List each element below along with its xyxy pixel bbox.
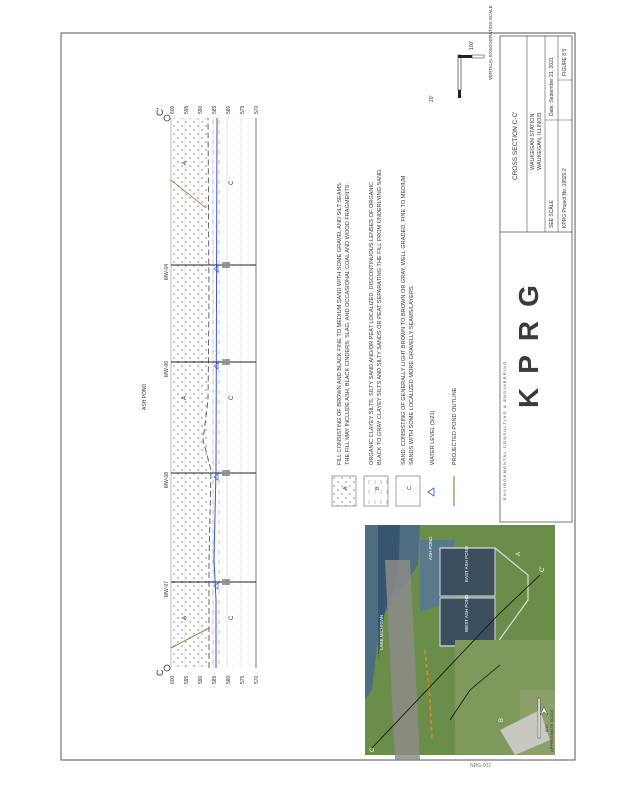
layer-symbol: C xyxy=(229,395,235,400)
elev-label: 570 xyxy=(254,675,260,684)
fill-layer xyxy=(171,118,209,668)
elev-label: 580 xyxy=(226,675,232,684)
elev-label: 570 xyxy=(254,105,260,114)
pond-label: ASH POND xyxy=(142,383,148,410)
legend-sand-text: SANDS WITH SOME LOCALIZED MORE GRAVELLY SEAMS/LAYERS. xyxy=(409,284,415,465)
scale-text: SEE SCALE xyxy=(549,200,555,228)
title-block xyxy=(500,36,572,522)
map-label: ASH POND xyxy=(428,536,433,560)
footer-text: NRG-002 xyxy=(470,763,492,769)
boring-label: MW-07 xyxy=(164,580,170,597)
elev-label: 600 xyxy=(170,675,176,684)
drawing-title: CROSS SECTION C-C' xyxy=(512,111,519,180)
elev-label: 600 xyxy=(170,105,176,114)
layer-symbol: A xyxy=(182,615,188,620)
layer-symbol: C xyxy=(229,180,235,185)
elev-label: 585 xyxy=(212,675,218,684)
section-start-label: C xyxy=(155,669,165,676)
sand-layer xyxy=(221,118,256,668)
company-name: ENVIRONMENTAL CONSULTING & ENGINEERING xyxy=(502,360,507,500)
legend-organic-symbol: B xyxy=(375,486,381,490)
boring-label: MW-04 xyxy=(164,263,170,280)
date-text: Date: September 21, 2021 xyxy=(549,57,555,116)
layer-symbol: C xyxy=(229,615,235,620)
elev-label: 575 xyxy=(240,105,246,114)
map-label: C xyxy=(370,747,376,752)
site-line-2: WAUKEGAN, ILLINOIS xyxy=(537,112,543,170)
map-label: B xyxy=(499,717,505,722)
legend-sand-swatch xyxy=(396,476,420,506)
legend-sand-text: SAND: CONSISTING OF GENERALLY LIGHT BROWN TO BROWN OR GRAY, WELL GRADED, FINE TO MEDIUM xyxy=(401,175,407,465)
section-end-label: C' xyxy=(155,107,165,116)
scale-label: VERTICAL EXAGGERATION SCALE xyxy=(488,5,493,80)
legend-organic-swatch xyxy=(364,476,388,506)
legend-water-text: WATER LEVEL (3/21) xyxy=(430,410,436,465)
layer-symbol: A xyxy=(182,395,188,400)
map-label: EAST ASH POND xyxy=(464,545,469,582)
elev-label: 595 xyxy=(184,105,190,114)
legend-organic-text: ORGANIC CLAYEY SILTS, SILTY SAND AND/OR PEAT LOCALIZED, DISCONTINUOUS LENSES OF ORGANIC xyxy=(369,181,375,465)
legend-fill-text: THE FILL MAY INCLUDE ASH, BLACK CINDERS, SLAG, AND OCCASIONAL COAL AND WOOD FRAGMENTS. xyxy=(345,182,351,465)
project-text: KPRG Project No. 19520.2 xyxy=(562,168,568,228)
elev-label: 595 xyxy=(184,675,190,684)
legend-fill-text: FILL CONSISTING OF BROWN AND BLACK FINE TO MEDIUM SAND WITH SOME GRAVEL AND SILT SEAMS. xyxy=(337,181,343,465)
elev-label: 580 xyxy=(226,105,232,114)
map-scale-value: 800' xyxy=(544,724,549,732)
boring-label: MW-06 xyxy=(164,360,170,377)
legend-fill-symbol: A xyxy=(343,486,349,490)
scale-value-bottom: 20' xyxy=(429,95,435,102)
map-label: WEST ASH POND xyxy=(464,594,469,632)
legend-fill-swatch xyxy=(332,476,356,506)
figure-text: FIGURE 8 5 xyxy=(562,48,568,76)
site-line-1: WAUKEGAN STATION xyxy=(530,113,536,170)
company-logo: KPRG xyxy=(513,271,544,408)
legend-sand-symbol: C xyxy=(407,486,413,490)
location-map xyxy=(365,525,555,760)
map-label: C' xyxy=(540,566,546,572)
elev-label: 590 xyxy=(198,675,204,684)
boring-label: MW-08 xyxy=(164,471,170,488)
map-label: LAKE MICHIGAN xyxy=(379,614,384,650)
map-label: A xyxy=(516,551,522,556)
legend-outline-text: PROJECTED POND OUTLINE xyxy=(452,387,458,465)
elev-label: 585 xyxy=(212,105,218,114)
elev-label: 575 xyxy=(240,675,246,684)
scale-value-top: 100' xyxy=(469,40,475,50)
elev-label: 590 xyxy=(198,105,204,114)
layer-symbol: A xyxy=(182,160,188,165)
legend-organic-text: BLACK TO GRAY CLAYEY SILTS AND SILTY SANDS OR PEAT SEPARATING THE FILL FROM UNDERLYING SAND. xyxy=(377,168,383,465)
map-scale-label: APPROXIMATE SCALE xyxy=(549,709,554,752)
